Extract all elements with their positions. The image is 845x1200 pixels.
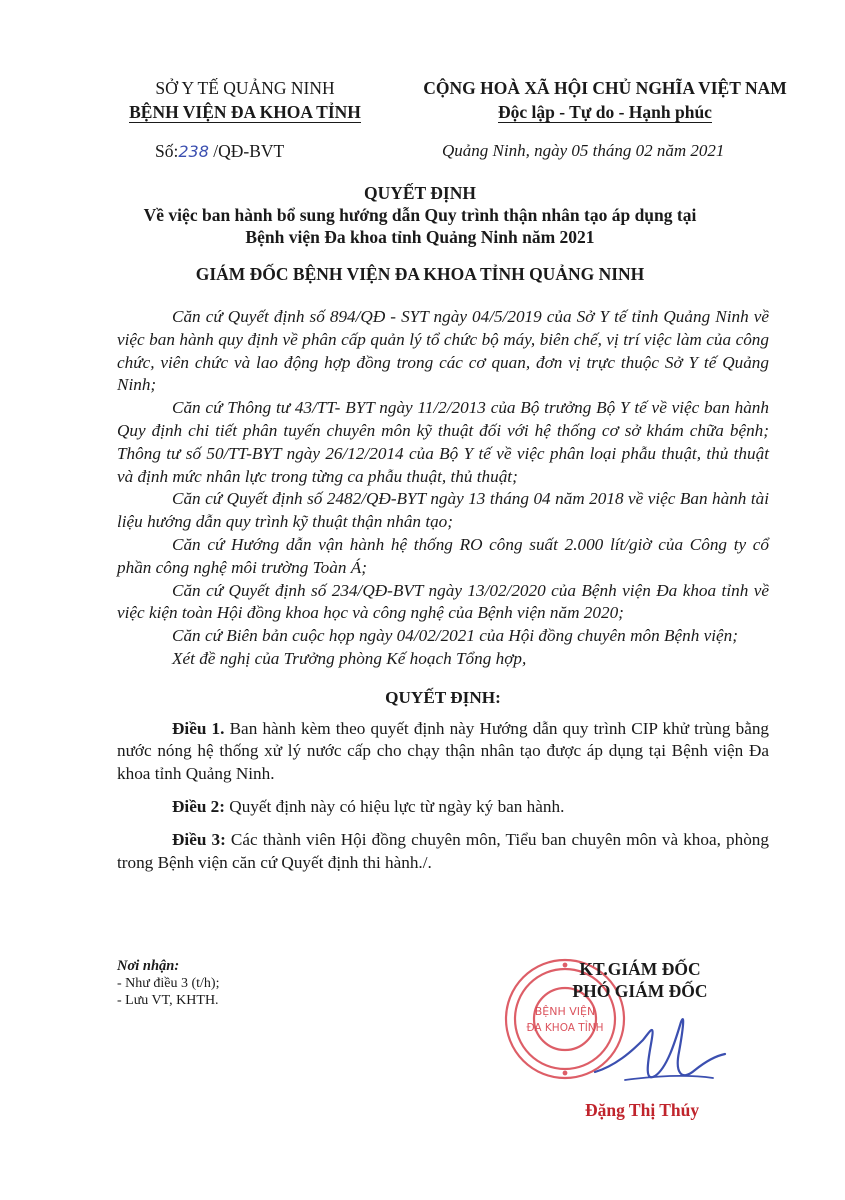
signatory-line1: KT.GIÁM ĐỐC — [579, 959, 701, 979]
article-text: Quyết định này có hiệu lực từ ngày ký ban hành. — [225, 796, 565, 816]
doc-number-handwritten: 238 — [178, 142, 209, 161]
signatory-line2: PHÓ GIÁM ĐỐC — [572, 981, 708, 1001]
article-label: Điều 2: — [172, 796, 225, 816]
ground-item: Căn cứ Quyết định số 2482/QĐ-BYT ngày 13 tháng 04 năm 2018 về việc Ban hành tài liệu hướng dẫn quy trình kỹ thuật thận nhân tạo; — [117, 489, 769, 532]
legal-grounds — [117, 306, 769, 671]
motto: Độc lập - Tự do - Hạnh phúc — [498, 102, 712, 122]
article-text: Các thành viên Hội đồng chuyên môn, Tiểu ban chuyên môn và khoa, phòng trong Bệnh viện căn cứ Quyết định thi hành./. — [117, 829, 769, 872]
decision-heading: QUYẾT ĐỊNH: — [385, 687, 501, 707]
recipient-item: - Lưu VT, KHTH. — [117, 993, 219, 1008]
ground-item: Căn cứ Quyết định số 234/QĐ-BVT ngày 13/02/2020 của Bệnh viện Đa khoa tỉnh về việc kiện toàn Hội đồng khoa học và công nghệ của Bệnh viện năm 2020; — [117, 580, 769, 623]
national-motto-block — [395, 76, 815, 124]
ground-item: Căn cứ Hướng dẫn vận hành hệ thống RO công suất 2.000 lít/giờ của Công ty cổ phần công nghệ môi trường Toàn Á; — [117, 534, 769, 577]
ground-item: Xét đề nghị của Trưởng phòng Kế hoạch Tổng hợp, — [172, 648, 527, 668]
parent-agency: SỞ Y TẾ QUẢNG NINH — [155, 78, 335, 98]
article-text: Ban hành kèm theo quyết định này Hướng dẫn quy trình CIP khử trùng bằng nước nóng hệ thống xử lý nước cấp cho chạy thận nhân tạo được áp dụng tại Bệnh viện Đa khoa tỉnh Quảng Ninh. — [117, 718, 770, 784]
signatory-name: Đặng Thị Thúy — [585, 1100, 700, 1120]
recipients-label: Nơi nhận: — [117, 958, 180, 974]
seal-text-line2: ĐA KHOA TỈNH — [526, 1022, 604, 1034]
seal-text-line1: BỆNH VIỆN — [534, 1005, 596, 1018]
title-subject-line1: Về việc ban hành bổ sung hướng dẫn Quy trình thận nhân tạo áp dụng tại — [143, 205, 697, 225]
document-body — [117, 306, 769, 884]
document-title — [60, 182, 780, 248]
title-subject-line2: Bệnh viện Đa khoa tỉnh Quảng Ninh năm 2021 — [245, 227, 595, 247]
recipients-block — [117, 958, 219, 1009]
handwritten-signature — [585, 1000, 735, 1100]
issuer-heading: GIÁM ĐỐC BỆNH VIỆN ĐA KHOA TỈNH QUẢNG NINH — [195, 264, 645, 284]
title-heading: QUYẾT ĐỊNH — [364, 183, 476, 203]
article-label: Điều 3: — [172, 829, 226, 849]
document-number — [155, 141, 284, 162]
article-label: Điều 1. — [172, 718, 225, 738]
doc-number-suffix: /QĐ-BVT — [208, 141, 285, 161]
ground-item: Căn cứ Thông tư 43/TT- BYT ngày 11/2/2013 của Bộ trưởng Bộ Y tế về việc ban hành Quy định chi tiết phân tuyến chuyên môn kỹ thuật đối với hệ thống cơ sở khám chữa bệnh; Thông tư số 50/TT-BYT ngày 26/12/2014 của Bộ Y tế về việc phân loại phẫu thuật, thủ thuật và định mức nhân lực trong từng ca phẫu thuật, thủ thuật; — [117, 398, 769, 486]
signatory-title — [555, 958, 725, 1002]
article-2 — [117, 796, 769, 819]
hospital-name: BỆNH VIỆN ĐA KHOA TỈNH — [129, 102, 361, 122]
issue-date: Quảng Ninh, ngày 05 tháng 02 năm 2021 — [442, 141, 725, 160]
doc-number-prefix: Số: — [155, 141, 179, 161]
issuing-agency-block — [95, 76, 395, 124]
ground-item: Căn cứ Biên bản cuộc họp ngày 04/02/2021 của Hội đồng chuyên môn Bệnh viện; — [172, 626, 738, 646]
ground-item: Căn cứ Quyết định số 894/QĐ - SYT ngày 04/5/2019 của Sở Y tế tỉnh Quảng Ninh về việc ban hành quy định về phân cấp quản lý tổ chức bộ máy, biên chế, vị trí việc làm của công chức, viên chức và lao động hợp đồng trong các cơ quan, đơn vị trực thuộc Sở Y tế Quảng Ninh; — [117, 307, 769, 395]
national-title: CỘNG HOÀ XÃ HỘI CHỦ NGHĨA VIỆT NAM — [423, 78, 787, 98]
recipient-item: - Như điều 3 (t/h); — [117, 976, 220, 991]
article-3 — [117, 829, 769, 875]
article-1 — [117, 718, 769, 786]
